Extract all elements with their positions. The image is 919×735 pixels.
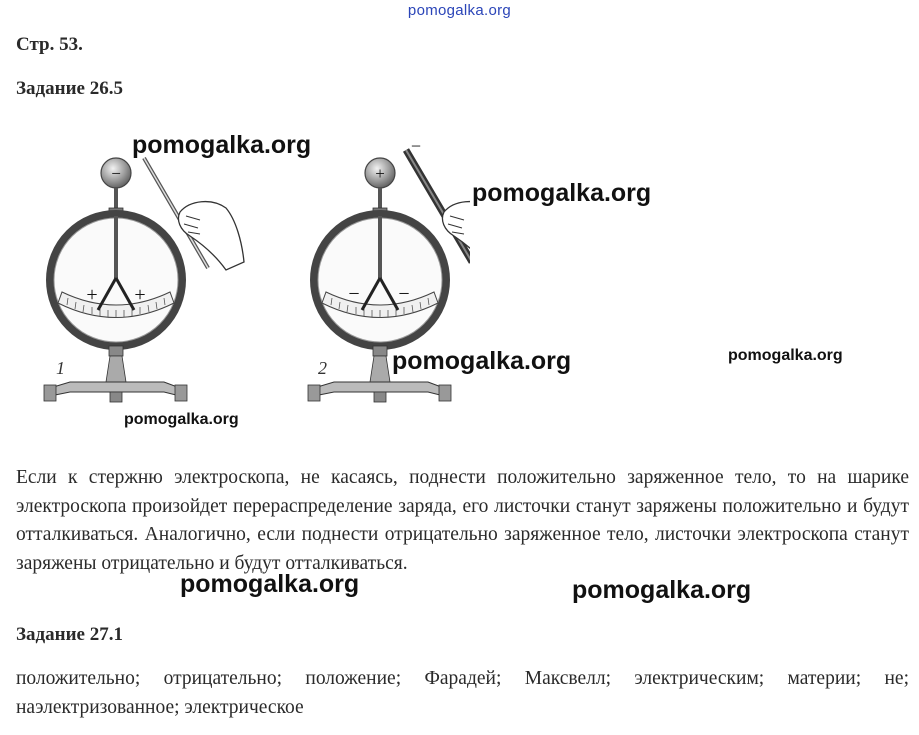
watermark: pomogalka.org: [392, 347, 572, 375]
task-26-5-answer: Если к стержню электроскопа, не касаясь, поднести положительно заряженное тело, то на шарике электроскопа произойдет перераспределение заряда, его листочки станут заряжены положительно и будут отталкиваться. Аналогично, если поднести отрицательно заряженное тело, листочки электроскопа станут заряжены отрицательно и будут отталкиваться.: [16, 467, 909, 574]
watermark: pomogalka.org: [572, 576, 752, 604]
electroscope-1: [44, 158, 244, 402]
leaf-charge-sign: −: [398, 283, 410, 305]
leaf-charge-sign: +: [86, 284, 98, 306]
task-title-26-5: Задание 26.5: [16, 78, 123, 99]
task-title-27-1: Задание 27.1: [16, 624, 123, 645]
site-header-link[interactable]: pomogalka.org: [407, 2, 512, 19]
figure-number: 1: [56, 358, 65, 378]
leaf-charge-sign: +: [134, 284, 146, 306]
rod-charge-sign: −: [410, 136, 422, 156]
watermark: pomogalka.org: [728, 347, 843, 364]
ball-charge-sign: −: [111, 164, 121, 183]
ball-charge-sign: +: [375, 164, 385, 183]
watermark: pomogalka.org: [180, 570, 360, 598]
leaf-charge-sign: −: [348, 283, 360, 305]
page-label: Стр. 53.: [16, 34, 83, 55]
watermark: pomogalka.org: [132, 131, 312, 159]
task-27-1-answer: положительно; отрицательно; положение; Фарадей; Максвелл; электрическим; материи; не; наэлектризованное; электрическое: [16, 668, 909, 718]
figure-number: 2: [318, 358, 327, 378]
watermark: pomogalka.org: [472, 179, 652, 207]
watermark: pomogalka.org: [124, 411, 239, 428]
